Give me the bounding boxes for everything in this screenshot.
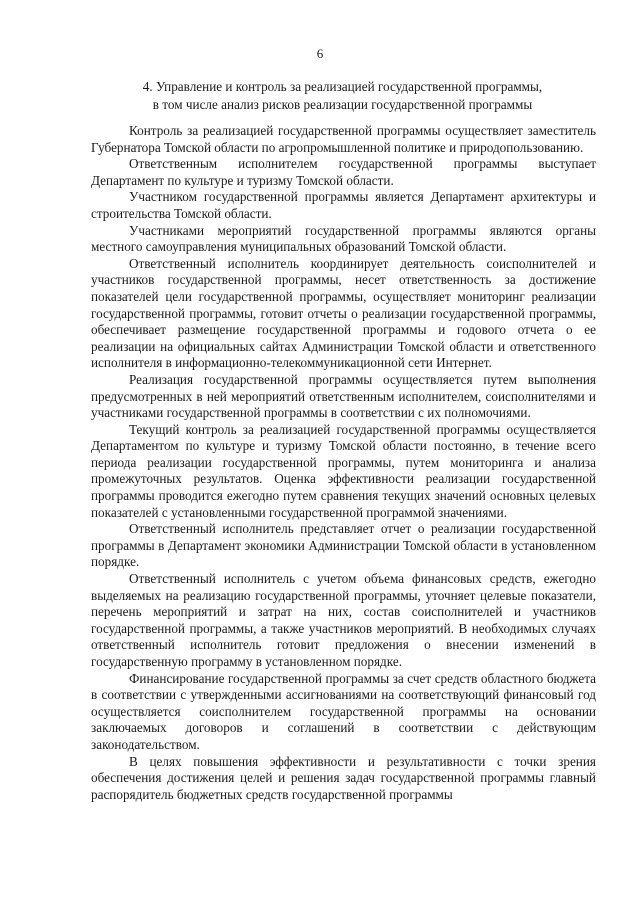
- paragraph-report: Ответственный исполнитель представляет отчет о реализации государственной программы в Департамент экономики Администрации Томской области в установленном порядке.: [91, 521, 596, 570]
- paragraph-current-control: Текущий контроль за реализацией государственной программы осуществляется Департаментом по культуре и туризму Томской области постоянно, в течение всего периода реализации государственной программы, путем мониторинга и анализа промежуточных результатов. Оценка эффективности реализации государственной программы проводится ежегодно путем сравнения текущих значений основных целевых показателей с установленными государственной программой значениями.: [91, 421, 596, 520]
- heading-line-2: в том числе анализ рисков реализации государственной программы: [152, 97, 533, 112]
- paragraph-efficiency: В целях повышения эффективности и результативности с точки зрения обеспечения достижения целей и решения задач государственной программы главный распорядитель бюджетных средств государственной программы: [91, 753, 596, 802]
- paragraph-implementation: Реализация государственной программы осуществляется путем выполнения предусмотренных в ней мероприятий ответственным исполнителем, соисполнителями и участниками государственной программы в соответствии с их полномочиями.: [91, 371, 596, 421]
- paragraph-event-participants: Участниками мероприятий государственной программы являются органы местного самоуправления муниципальных образований Томской области.: [91, 222, 596, 255]
- paragraph-participant: Участником государственной программы является Департамент архитектуры и строительства Томской области.: [91, 189, 596, 221]
- paragraph-control: Контроль за реализацией государственной программы осуществляет заместитель Губернатора Томской области по агропромышленной политике и природопользованию.: [91, 123, 596, 155]
- page-number: 6: [316, 46, 324, 61]
- document-body: [91, 123, 596, 803]
- section-heading: [90, 78, 595, 114]
- paragraph-coordination: Ответственный исполнитель координирует деятельность соисполнителей и участников государственной программы, несет ответственность за достижение показателей цели государственной программы, осуществляет мониторинг реализации государственной программы, готовит отчеты о реализации государственной программы, обеспечивает размещение государственной программы и годового отчета о ее реализации на официальных сайтах Администрации Томской области и ответственного исполнителя в информационно-телекоммуникационной сети Интернет.: [91, 255, 596, 371]
- paragraph-financing: Финансирование государственной программы за счет средств областного бюджета в соответствии с утвержденными ассигнованиями на соответствующий финансовый год осуществляется соисполнителем государственной программы на основании заключаемых договоров и соглашений в соответствии с действующим законодательством.: [91, 670, 596, 752]
- paragraph-responsible-executor: Ответственным исполнителем государственной программы выступает Департамент по культуре и туризму Томской области.: [91, 156, 596, 188]
- paragraph-adjustments: Ответственный исполнитель с учетом объема финансовых средств, ежегодно выделяемых на реализацию государственной программы, уточняет целевые показатели, перечень мероприятий и затрат на них, состав соисполнителей и участников государственной программы, а также участников мероприятий. В необходимых случаях ответственный исполнитель готовит предложения о внесении изменений в государственную программу в установленном порядке.: [91, 571, 596, 669]
- heading-line-1: 4. Управление и контроль за реализацией государственной программы,: [142, 79, 543, 94]
